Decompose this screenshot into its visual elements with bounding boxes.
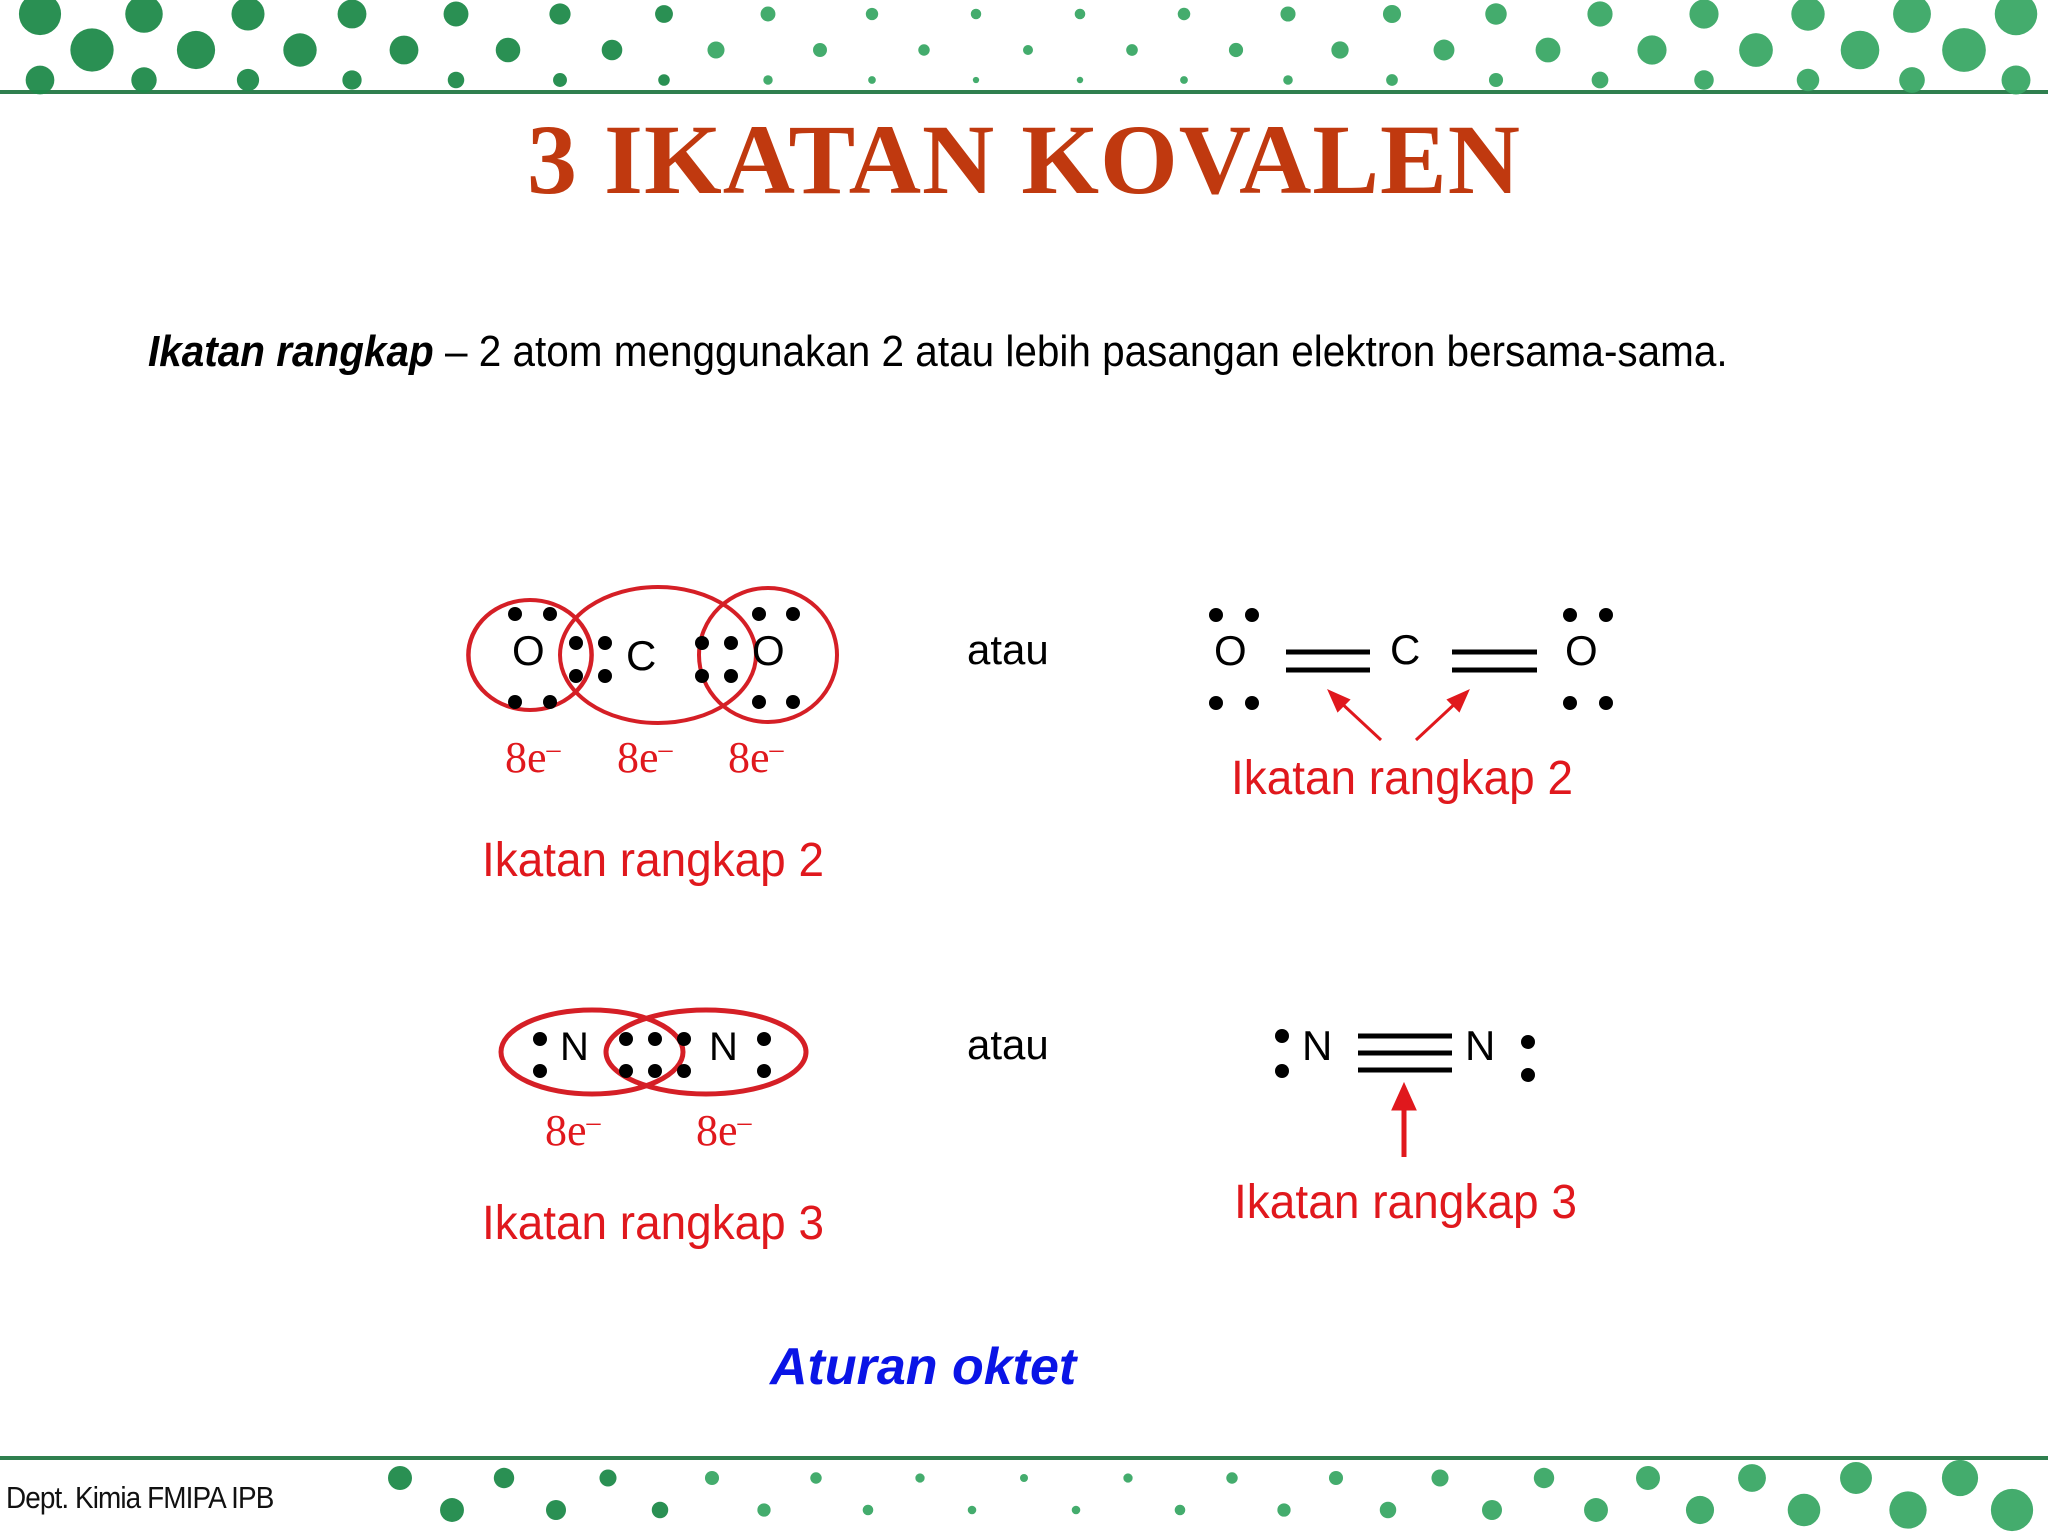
lewis-atom-n-left: N <box>1302 1022 1333 1069</box>
lewis-atom-o-right: O <box>1565 627 1598 674</box>
co2-orbital-model <box>468 587 837 887</box>
n2-octet-label-1: 8e– <box>545 1106 601 1155</box>
n2-caption: Ikatan rangkap 3 <box>482 1197 824 1250</box>
co2-octet-label-1: 8e– <box>505 733 561 782</box>
lewis-atom-o-left: O <box>1214 627 1247 674</box>
nitrogen-left-ellipse <box>501 1010 683 1094</box>
definition-body: – 2 atom menggunakan 2 atau lebih pasangan elektron bersama-sama. <box>433 327 1728 376</box>
co2-atom-o-right: O <box>752 627 785 674</box>
n2-orbital-model <box>482 1010 824 1250</box>
co2-connector: atau <box>967 626 1049 673</box>
triple-bond-arrow <box>1395 1088 1413 1157</box>
co2-octet-label-2: 8e– <box>617 733 673 782</box>
lewis-atom-c: C <box>1390 626 1421 673</box>
definition-term: Ikatan rangkap <box>148 327 434 376</box>
triple-bond-lines <box>1358 1036 1452 1070</box>
lewis-atom-n-right: N <box>1465 1022 1496 1069</box>
double-bond-arrows <box>1330 692 1467 740</box>
co2-lewis-structure <box>1209 608 1613 805</box>
co2-caption: Ikatan rangkap 2 <box>482 834 824 887</box>
slide-title: 3 IKATAN KOVALEN <box>527 104 1521 215</box>
co2-octet-label-3: 8e– <box>728 733 784 782</box>
octet-rule-note: Aturan oktet <box>770 1338 1077 1396</box>
n2-connector: atau <box>967 1021 1049 1068</box>
bottom-decorative-band <box>0 1452 2048 1536</box>
n2-lewis-caption: Ikatan rangkap 3 <box>1234 1176 1577 1229</box>
co2-lewis-caption: Ikatan rangkap 2 <box>1231 752 1573 805</box>
n2-octet-label-2: 8e– <box>696 1106 752 1155</box>
nitrogen-right-ellipse <box>606 1010 806 1094</box>
n2-atom-n-right: N <box>709 1025 738 1069</box>
n2-atom-n-left: N <box>560 1025 589 1069</box>
co2-atom-c: C <box>626 632 657 679</box>
footer-department: Dept. Kimia FMIPA IPB <box>6 1480 274 1515</box>
co2-atom-o-left: O <box>512 627 545 674</box>
n2-lewis-structure <box>1234 1022 1577 1229</box>
